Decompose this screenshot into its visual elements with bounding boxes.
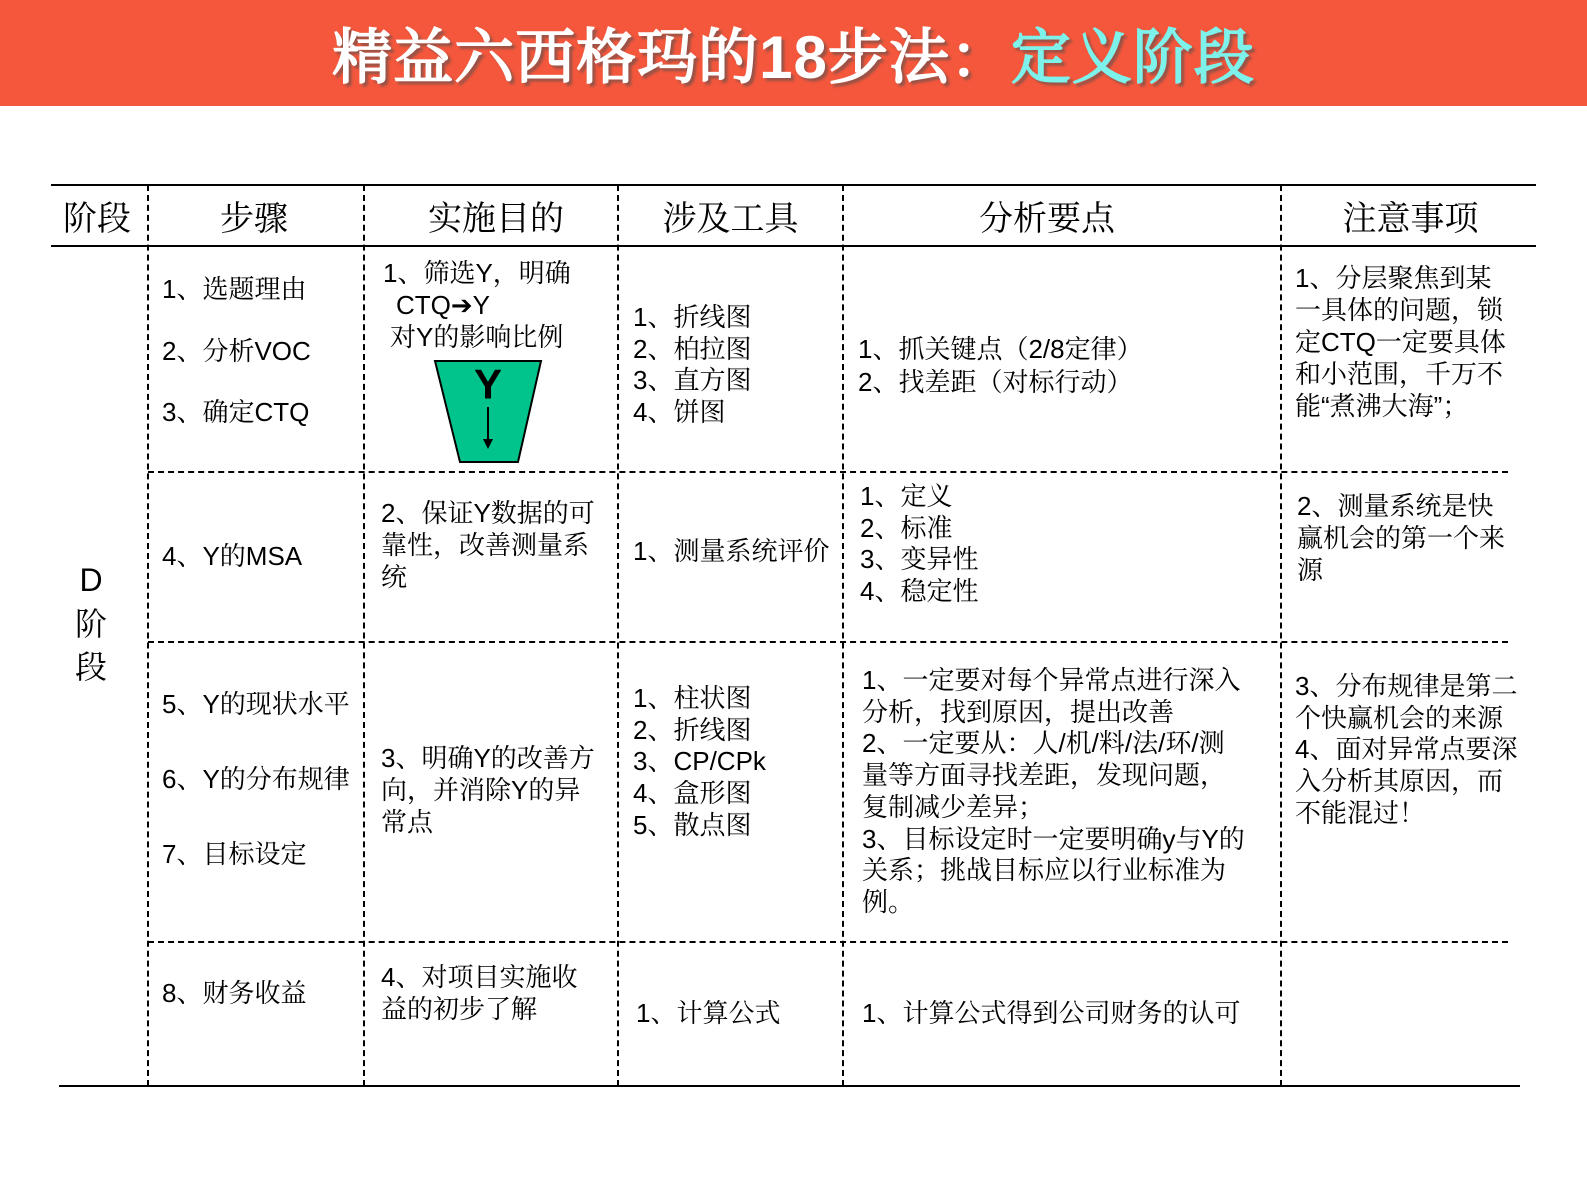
- analysis-line: 1、抓关键点（2/8定律）: [858, 334, 1143, 364]
- phase-cell: [66, 559, 116, 690]
- tool-line: 2、折线图: [633, 714, 752, 745]
- step-line: 2、分析VOC: [162, 335, 311, 366]
- table-border-bottom: [59, 1085, 1520, 1087]
- tool-line: 1、柱状图: [633, 683, 752, 713]
- column-divider: [842, 185, 844, 1086]
- header-purpose: 实施目的: [428, 200, 564, 238]
- column-divider: [147, 185, 149, 1086]
- note-line: 赢机会的第一个来: [1297, 523, 1506, 553]
- phase-line: 段: [74, 649, 107, 685]
- note-line: 能“煮沸大海”；: [1295, 391, 1469, 421]
- steps-cell-row1: [162, 259, 311, 444]
- title-bar: [0, 0, 1587, 106]
- tools-cell-row3: [633, 683, 766, 842]
- purpose-cell-row4: [381, 962, 577, 1025]
- row-divider: [148, 641, 1508, 643]
- header-notes: 注意事项: [1342, 200, 1479, 238]
- analysis-line: 例。: [862, 886, 915, 917]
- analysis-line: 3、变异性: [860, 544, 979, 575]
- tool-line: 1、折线图: [633, 302, 752, 332]
- header-steps: 步骤: [220, 200, 288, 238]
- purpose-cell-row2: [381, 497, 595, 593]
- analysis-line: 1、一定要对每个异常点进行深入: [862, 665, 1241, 695]
- tool-line: 3、直方图: [633, 365, 752, 396]
- column-divider: [1280, 185, 1282, 1086]
- analysis-line: 2、一定要从：人/机/料/法/环/测: [862, 728, 1225, 759]
- analysis-cell-row2: [860, 481, 978, 608]
- title-highlight: 定义阶段: [1010, 24, 1255, 91]
- purpose-line: 2、保证Y数据的可: [381, 498, 595, 528]
- notes-cell-row1: [1295, 262, 1506, 422]
- analysis-line: 1、计算公式得到公司财务的认可: [862, 998, 1241, 1028]
- tools-cell-row2: [633, 536, 829, 568]
- row-divider: [148, 941, 1508, 943]
- tool-line: 1、测量系统评价: [633, 536, 830, 566]
- column-divider: [363, 185, 365, 1086]
- purpose-line: 益的初步了解: [381, 993, 538, 1024]
- notes-cell-row2: [1297, 490, 1505, 586]
- step-line: 3、确定CTQ: [162, 397, 310, 427]
- analysis-line: 量等方面寻找差距，发现问题，: [862, 760, 1227, 791]
- step-line: 5、Y的现状水平: [162, 689, 350, 719]
- note-line: 2、测量系统是快: [1297, 491, 1494, 521]
- header-analysis: 分析要点: [979, 200, 1115, 238]
- step-line: 7、目标设定: [162, 839, 307, 869]
- analysis-cell-row3: [862, 665, 1245, 919]
- purpose-line: 1、筛选Y，明确: [383, 258, 571, 288]
- note-line: 入分析其原因，而: [1295, 766, 1504, 797]
- tools-cell-row1: [633, 302, 751, 429]
- purpose-cell-row3: [381, 742, 595, 838]
- steps-cell-row2: [162, 541, 302, 573]
- step-line: 6、Y的分布规律: [162, 764, 350, 794]
- note-line: 3、分布规律是第二: [1295, 671, 1518, 701]
- purpose-line: 向，并消除Y的异: [381, 775, 581, 805]
- note-line: 和小范围，千万不: [1295, 359, 1504, 389]
- note-line: 个快赢机会的来源: [1295, 702, 1504, 733]
- purpose-line: 靠性，改善测量系: [381, 530, 590, 560]
- tool-line: 5、散点图: [633, 809, 752, 840]
- analysis-cell-row1: [858, 333, 1143, 398]
- funnel-label: Y: [473, 360, 503, 408]
- note-line: 一具体的问题，锁: [1295, 295, 1504, 325]
- title-main: 精益六西格玛的18步法：: [332, 24, 1011, 91]
- steps-cell-row3: [162, 667, 350, 892]
- step-line: 4、Y的MSA: [162, 541, 303, 571]
- note-line: 不能混过！: [1295, 797, 1426, 828]
- purpose-line: 对Y的影响比例: [390, 322, 564, 352]
- row-divider: [148, 471, 1508, 473]
- phase-line: 阶: [74, 605, 107, 642]
- tool-line: 4、饼图: [633, 397, 726, 428]
- slide-title: [332, 10, 1255, 96]
- note-line: 1、分层聚焦到某: [1295, 263, 1492, 293]
- analysis-cell-row4: [862, 998, 1240, 1030]
- step-line: 8、财务收益: [162, 978, 307, 1008]
- header-phase: 阶段: [63, 200, 131, 238]
- funnel-diagram: [430, 355, 548, 467]
- purpose-line: 3、明确Y的改善方: [381, 743, 595, 773]
- tool-line: 1、计算公式: [636, 998, 781, 1028]
- tool-line: 2、柏拉图: [633, 333, 752, 364]
- analysis-line: 3、目标设定时一定要明确y与Y的: [862, 823, 1245, 854]
- purpose-line: 统: [381, 562, 408, 592]
- analysis-line: 1、定义: [860, 481, 953, 511]
- purpose-line: 4、对项目实施收: [381, 962, 578, 992]
- analysis-line: 复制减少差异；: [862, 791, 1045, 822]
- step-line: 1、选题理由: [162, 274, 307, 304]
- analysis-line: 2、标准: [860, 512, 953, 543]
- note-line: 源: [1297, 555, 1324, 585]
- note-line: 定CTQ一定要具体: [1295, 327, 1506, 357]
- steps-cell-row4: [162, 978, 306, 1010]
- analysis-line: 分析，找到原因，提出改善: [862, 696, 1175, 727]
- column-divider: [617, 185, 619, 1086]
- purpose-cell-row1: [383, 257, 571, 353]
- notes-cell-row3: [1295, 671, 1517, 830]
- tool-line: 4、盒形图: [633, 778, 752, 809]
- purpose-line: CTQ➔Y: [396, 290, 491, 320]
- tools-cell-row4: [636, 998, 780, 1030]
- analysis-line: 关系；挑战目标应以行业标准为: [862, 855, 1227, 886]
- phase-line: D: [79, 562, 103, 598]
- tool-line: 3、CP/CPk: [633, 746, 766, 777]
- purpose-line: 常点: [381, 807, 434, 837]
- analysis-line: 2、找差距（对标行动）: [858, 366, 1133, 397]
- note-line: 4、面对异常点要深: [1295, 734, 1518, 765]
- analysis-line: 4、稳定性: [860, 576, 979, 607]
- header-tools: 涉及工具: [662, 200, 799, 238]
